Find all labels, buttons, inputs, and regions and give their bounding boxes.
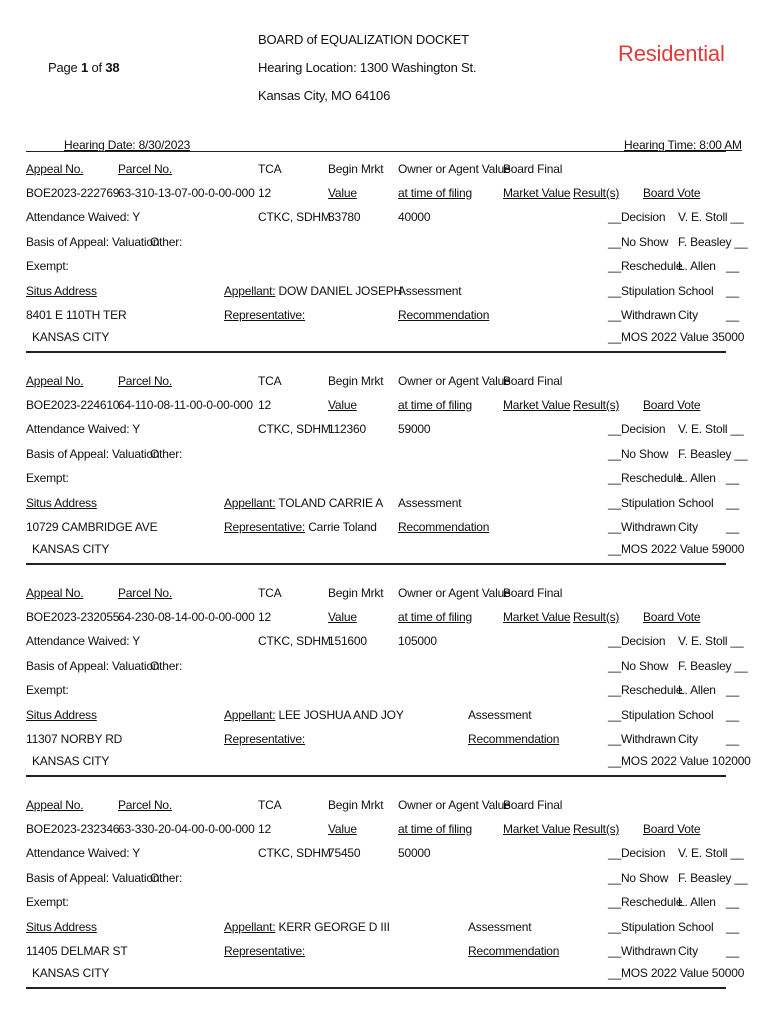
- owner-value-label: Owner or Agent Value: [398, 798, 511, 812]
- board-final-label: Board Final: [503, 162, 563, 176]
- option-no-show: __No Show: [608, 871, 669, 885]
- vote-beasley: F. Beasley __: [678, 447, 748, 461]
- recommendation-label: Recommendation: [468, 732, 560, 746]
- vote-city-blank: __: [726, 944, 739, 958]
- record-divider: [26, 351, 726, 353]
- board-vote-label: Board Vote: [643, 186, 701, 200]
- option-no-show: __No Show: [608, 235, 669, 249]
- tca-value: 12: [258, 610, 271, 624]
- category-label: Residential: [618, 41, 725, 66]
- parcel-no: 64-110-08-11-00-0-00-000: [118, 398, 253, 412]
- appeal-no-label: Appeal No.: [26, 374, 84, 388]
- time-of-filing-label: at time of filing: [398, 822, 472, 836]
- results-label: Result(s): [573, 186, 620, 200]
- vote-city: City: [678, 520, 698, 534]
- vote-city-blank: __: [726, 732, 739, 746]
- vote-beasley: F. Beasley __: [678, 659, 748, 673]
- situs-street: 11405 DELMAR ST: [26, 944, 128, 958]
- time-of-filing-label: at time of filing: [398, 610, 472, 624]
- tca-codes: CTKC, SDHM: [258, 846, 331, 860]
- begin-mrkt-label: Begin Mrkt: [328, 798, 384, 812]
- appeal-no: BOE2023-222769: [26, 186, 120, 200]
- vote-beasley: F. Beasley __: [678, 235, 748, 249]
- option-mos-value: __MOS 2022 Value 35000: [608, 330, 745, 344]
- recommendation-label: Recommendation: [398, 520, 490, 534]
- representative: Representative: Carrie Toland: [224, 520, 377, 534]
- results-label: Result(s): [573, 822, 620, 836]
- basis-of-appeal: Basis of Appeal: Valuation: [26, 235, 160, 249]
- record-divider: [26, 775, 726, 777]
- appellant: Appellant: DOW DANIEL JOSEPH: [224, 284, 403, 298]
- board-final-label: Board Final: [503, 798, 563, 812]
- option-stipulation: __Stipulation: [608, 708, 675, 722]
- vote-school: School: [678, 708, 714, 722]
- vote-city: City: [678, 308, 698, 322]
- other-label: Other:: [150, 659, 183, 673]
- vote-city: City: [678, 732, 698, 746]
- appeal-no-label: Appeal No.: [26, 162, 84, 176]
- tca-label: TCA: [258, 374, 282, 388]
- vote-allen-blank: __: [726, 895, 739, 909]
- assessment-label: Assessment: [398, 284, 462, 298]
- value-label: Value: [328, 822, 357, 836]
- option-no-show: __No Show: [608, 659, 669, 673]
- vote-school-blank: __: [726, 920, 739, 934]
- situs-street: 10729 CAMBRIDGE AVE: [26, 520, 158, 534]
- time-of-filing-label: at time of filing: [398, 398, 472, 412]
- begin-mrkt-label: Begin Mrkt: [328, 374, 384, 388]
- vote-allen-blank: __: [726, 683, 739, 697]
- representative: Representative:: [224, 944, 306, 958]
- begin-market-value: 151600: [328, 634, 367, 648]
- assessment-label: Assessment: [468, 920, 532, 934]
- situs-address-label: Situs Address: [26, 708, 97, 722]
- appeal-no-label: Appeal No.: [26, 798, 84, 812]
- option-withdrawn: __Withdrawn: [608, 520, 676, 534]
- tca-value: 12: [258, 822, 271, 836]
- owner-agent-value: 59000: [398, 422, 431, 436]
- parcel-no: 63-310-13-07-00-0-00-000: [118, 186, 255, 200]
- docket-title: BOARD of EQUALIZATION DOCKET: [258, 32, 469, 47]
- option-withdrawn: __Withdrawn: [608, 308, 676, 322]
- owner-value-label: Owner or Agent Value: [398, 162, 511, 176]
- option-mos-value: __MOS 2022 Value 50000: [608, 966, 745, 980]
- owner-value-label: Owner or Agent Value: [398, 586, 511, 600]
- situs-street: 8401 E 110TH TER: [26, 308, 127, 322]
- option-mos-value: __MOS 2022 Value 102000: [608, 754, 751, 768]
- option-stipulation: __Stipulation: [608, 284, 675, 298]
- attendance-waived: Attendance Waived: Y: [26, 634, 141, 648]
- docket-record: [0, 152, 770, 364]
- option-reschedule: __Reschedule: [608, 471, 683, 485]
- begin-market-value: 75450: [328, 846, 361, 860]
- appeal-no: BOE2023-232346: [26, 822, 120, 836]
- results-label: Result(s): [573, 398, 620, 412]
- option-no-show: __No Show: [608, 447, 669, 461]
- option-decision: __Decision: [608, 210, 666, 224]
- option-reschedule: __Reschedule: [608, 259, 683, 273]
- option-stipulation: __Stipulation: [608, 496, 675, 510]
- other-label: Other:: [150, 235, 183, 249]
- hearing-date: Hearing Date: 8/30/2023: [64, 138, 191, 152]
- market-value-label: Market Value: [503, 186, 571, 200]
- vote-allen: L. Allen: [678, 471, 716, 485]
- exempt-label: Exempt:: [26, 683, 69, 697]
- option-decision: __Decision: [608, 634, 666, 648]
- board-vote-label: Board Vote: [643, 610, 701, 624]
- vote-city: City: [678, 944, 698, 958]
- vote-city-blank: __: [726, 520, 739, 534]
- page-number: Page 1 of 38: [48, 60, 120, 75]
- market-value-label: Market Value: [503, 822, 571, 836]
- attendance-waived: Attendance Waived: Y: [26, 210, 141, 224]
- parcel-no: 63-330-20-04-00-0-00-000: [118, 822, 255, 836]
- results-label: Result(s): [573, 610, 620, 624]
- recommendation-label: Recommendation: [468, 944, 560, 958]
- vote-school-blank: __: [726, 708, 739, 722]
- exempt-label: Exempt:: [26, 471, 69, 485]
- assessment-label: Assessment: [398, 496, 462, 510]
- tca-codes: CTKC, SDHM: [258, 422, 331, 436]
- exempt-label: Exempt:: [26, 259, 69, 273]
- tca-codes: CTKC, SDHM: [258, 210, 331, 224]
- tca-value: 12: [258, 398, 271, 412]
- vote-allen: L. Allen: [678, 683, 716, 697]
- parcel-no-label: Parcel No.: [118, 586, 173, 600]
- begin-mrkt-label: Begin Mrkt: [328, 586, 384, 600]
- attendance-waived: Attendance Waived: Y: [26, 422, 141, 436]
- exempt-label: Exempt:: [26, 895, 69, 909]
- appellant: Appellant: KERR GEORGE D III: [224, 920, 390, 934]
- vote-beasley: F. Beasley __: [678, 871, 748, 885]
- attendance-waived: Attendance Waived: Y: [26, 846, 141, 860]
- begin-mrkt-label: Begin Mrkt: [328, 162, 384, 176]
- vote-city-blank: __: [726, 308, 739, 322]
- option-decision: __Decision: [608, 846, 666, 860]
- situs-city: KANSAS CITY: [32, 966, 110, 980]
- option-withdrawn: __Withdrawn: [608, 732, 676, 746]
- vote-school-blank: __: [726, 284, 739, 298]
- vote-school: School: [678, 496, 714, 510]
- recommendation-label: Recommendation: [398, 308, 490, 322]
- market-value-label: Market Value: [503, 610, 571, 624]
- appellant: Appellant: TOLAND CARRIE A: [224, 496, 384, 510]
- hearing-city: Kansas City, MO 64106: [258, 88, 391, 103]
- vote-school: School: [678, 284, 714, 298]
- vote-allen-blank: __: [726, 471, 739, 485]
- vote-school: School: [678, 920, 714, 934]
- situs-address-label: Situs Address: [26, 496, 97, 510]
- value-label: Value: [328, 398, 357, 412]
- begin-market-value: 83780: [328, 210, 361, 224]
- situs-address-label: Situs Address: [26, 284, 97, 298]
- board-final-label: Board Final: [503, 374, 563, 388]
- docket-record: [0, 788, 770, 1000]
- other-label: Other:: [150, 447, 183, 461]
- appeal-no-label: Appeal No.: [26, 586, 84, 600]
- board-final-label: Board Final: [503, 586, 563, 600]
- situs-city: KANSAS CITY: [32, 754, 110, 768]
- vote-school-blank: __: [726, 496, 739, 510]
- board-vote-label: Board Vote: [643, 398, 701, 412]
- tca-value: 12: [258, 186, 271, 200]
- parcel-no-label: Parcel No.: [118, 374, 173, 388]
- begin-market-value: 112360: [328, 422, 366, 436]
- option-reschedule: __Reschedule: [608, 683, 683, 697]
- vote-allen: L. Allen: [678, 259, 716, 273]
- option-withdrawn: __Withdrawn: [608, 944, 676, 958]
- tca-label: TCA: [258, 586, 282, 600]
- owner-value-label: Owner or Agent Value: [398, 374, 511, 388]
- situs-street: 11307 NORBY RD: [26, 732, 123, 746]
- tca-label: TCA: [258, 162, 282, 176]
- docket-record: [0, 576, 770, 788]
- situs-city: KANSAS CITY: [32, 330, 110, 344]
- situs-city: KANSAS CITY: [32, 542, 110, 556]
- hearing-location: Hearing Location: 1300 Washington St.: [258, 60, 477, 75]
- value-label: Value: [328, 186, 357, 200]
- appeal-no: BOE2023-224610: [26, 398, 120, 412]
- vote-stoll: V. E. Stoll __: [678, 634, 744, 648]
- tca-codes: CTKC, SDHM: [258, 634, 331, 648]
- owner-agent-value: 105000: [398, 634, 437, 648]
- vote-stoll: V. E. Stoll __: [678, 846, 744, 860]
- tca-label: TCA: [258, 798, 282, 812]
- vote-stoll: V. E. Stoll __: [678, 210, 744, 224]
- option-decision: __Decision: [608, 422, 666, 436]
- representative: Representative:: [224, 308, 306, 322]
- board-vote-label: Board Vote: [643, 822, 701, 836]
- representative: Representative:: [224, 732, 306, 746]
- option-reschedule: __Reschedule: [608, 895, 683, 909]
- assessment-label: Assessment: [468, 708, 532, 722]
- appellant: Appellant: LEE JOSHUA AND JOY: [224, 708, 404, 722]
- record-divider: [26, 563, 726, 565]
- owner-agent-value: 50000: [398, 846, 431, 860]
- parcel-no-label: Parcel No.: [118, 798, 173, 812]
- parcel-no: 64-230-08-14-00-0-00-000: [118, 610, 255, 624]
- hearing-time: Hearing Time: 8:00 AM: [624, 138, 742, 152]
- basis-of-appeal: Basis of Appeal: Valuation: [26, 659, 160, 673]
- situs-address-label: Situs Address: [26, 920, 97, 934]
- value-label: Value: [328, 610, 357, 624]
- parcel-no-label: Parcel No.: [118, 162, 173, 176]
- time-of-filing-label: at time of filing: [398, 186, 472, 200]
- record-divider: [26, 987, 726, 989]
- docket-record: [0, 364, 770, 576]
- vote-allen: L. Allen: [678, 895, 716, 909]
- other-label: Other:: [150, 871, 183, 885]
- option-stipulation: __Stipulation: [608, 920, 675, 934]
- vote-stoll: V. E. Stoll __: [678, 422, 744, 436]
- basis-of-appeal: Basis of Appeal: Valuation: [26, 447, 160, 461]
- option-mos-value: __MOS 2022 Value 59000: [608, 542, 745, 556]
- basis-of-appeal: Basis of Appeal: Valuation: [26, 871, 160, 885]
- market-value-label: Market Value: [503, 398, 571, 412]
- vote-allen-blank: __: [726, 259, 739, 273]
- appeal-no: BOE2023-232055: [26, 610, 120, 624]
- owner-agent-value: 40000: [398, 210, 431, 224]
